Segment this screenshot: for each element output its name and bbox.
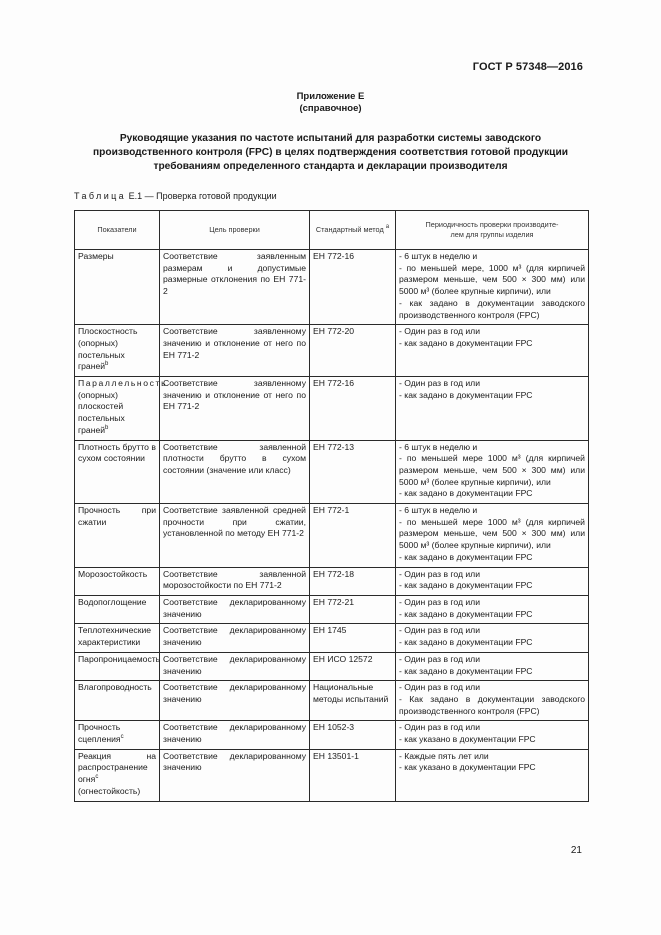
table-row (75, 504, 589, 568)
frequency-cell (396, 440, 589, 504)
indicator-cell (75, 681, 160, 721)
purpose-cell: Соответствие декларированному значению (160, 652, 310, 680)
indicator-text: Размеры (78, 251, 114, 261)
frequency-line: - как задано в документации FPC (399, 580, 533, 591)
column-header-method (310, 211, 396, 250)
indicator-cell (75, 652, 160, 680)
purpose-cell: Соответствие декларированному значению (160, 624, 310, 652)
frequency-line: - как задано в документации FPC (399, 488, 533, 499)
frequency-line: - Один раз в год или (399, 596, 480, 607)
indicator-cell (75, 721, 160, 749)
indicator-cell (75, 440, 160, 504)
method-cell: ЕН 772-16 (310, 250, 396, 325)
frequency-line: - Один раз в год или (399, 722, 480, 733)
frequency-cell (396, 250, 589, 325)
table-row (75, 567, 589, 595)
frequency-line: - как задано в документации FPC (399, 608, 533, 619)
table-caption-text: — Проверка готовой продукции (144, 191, 277, 201)
purpose-cell: Соответствие декларированному значению (160, 721, 310, 749)
heading-line: Руководящие указания по частоте испытаний для разработки системы заводского (119, 133, 542, 144)
column-header-purpose: Цель проверки (160, 211, 310, 250)
frequency-cell (396, 749, 589, 801)
table-caption (74, 191, 277, 201)
frequency-line: - Один раз в год или (399, 568, 480, 579)
table-row (75, 440, 589, 504)
table-row (75, 377, 589, 441)
indicator-cell (75, 250, 160, 325)
indicator-text: Морозостойкость (78, 568, 148, 579)
frequency-cell (396, 624, 589, 652)
frequency-cell (396, 721, 589, 749)
frequency-line: - 6 штук в неделю и (399, 441, 478, 452)
table-row (75, 652, 589, 680)
indicator-text: Плоскостность (опорных) постельных граней (78, 326, 138, 372)
indicator-cell (75, 325, 160, 377)
footnote-mark: c (95, 774, 99, 781)
appendix-subtitle: (справочное) (299, 103, 362, 114)
frequency-line: - как задано в документации заводского производственного контроля (FPC) (399, 297, 585, 320)
method-cell: ЕН 772-16 (310, 377, 396, 441)
frequency-line: - Один раз в год или (399, 326, 480, 337)
frequency-line: - как указано в документации FPC (399, 762, 536, 773)
frequency-line: - как задано в документации FPC (399, 389, 533, 400)
table-row (75, 681, 589, 721)
indicator-text: Прочность сцепления (78, 722, 121, 745)
indicator-text: Реакция на распространение огня (78, 750, 156, 785)
frequency-line: - по меньшей мере, 1000 м³ (для кирпичей размером меньше, чем 500 × 300 мм) или 5000 м³ (более крупные кирпичи), или (399, 262, 585, 297)
method-cell: ЕН ИСО 12572 (310, 652, 396, 680)
heading-line: требованиям определенного стандарта и декларации производителя (153, 161, 508, 172)
frequency-line: - как задано в документации FPC (399, 337, 533, 348)
frequency-line: - как задано в документации FPC (399, 637, 533, 648)
frequency-line: - Один раз в год или (399, 682, 480, 693)
table-row (75, 721, 589, 749)
frequency-line: - как задано в документации FPC (399, 551, 533, 562)
frequency-line: - Как задано в документации заводского производственного контроля (FPC) (399, 693, 585, 716)
indicator-cell (75, 749, 160, 801)
table-row (75, 624, 589, 652)
indicator-cell (75, 567, 160, 595)
purpose-cell: Соответствие заявленным размерам и допустимые размерные отклонения по ЕН 771-2 (160, 250, 310, 325)
column-header-indicators: Показатели (75, 211, 160, 250)
indicator-cell (75, 377, 168, 441)
method-cell: Национальные методы испытаний (310, 681, 396, 721)
column-header-frequency-line: лем для группы изделия (450, 230, 534, 239)
method-cell: ЕН 772-1 (310, 504, 396, 568)
frequency-line: - Каждые пять лет или (399, 750, 489, 761)
frequency-line: - 6 штук в неделю и (399, 251, 478, 261)
appendix-header (0, 91, 661, 115)
table-body (75, 250, 589, 802)
frequency-line: - как указано в документации FPC (399, 734, 536, 745)
frequency-line: - по меньшей мере 1000 м³ (для кирпичей размером меньше, чем 500 × 300 мм) или 5000 м³ (более крупные кирпичи), или (399, 453, 585, 487)
indicator-text: Теплотехнические характеристики (78, 625, 152, 648)
method-cell: ЕН 1745 (310, 624, 396, 652)
table-row (75, 250, 589, 325)
method-cell: ЕН 13501-1 (310, 749, 396, 801)
footnote-mark: a (385, 224, 390, 230)
column-header-method-label: Стандартный метод (315, 225, 384, 234)
method-cell: ЕН 772-21 (310, 595, 396, 623)
frequency-line: - 6 штук в неделю и (399, 505, 478, 516)
purpose-cell: Соответствие заявленному значению и отклонение от него по ЕН 771-2 (160, 325, 310, 377)
purpose-cell: Соответствие заявленному значению и отклонение от него по ЕН 771-2 (160, 377, 310, 441)
page-number: 21 (570, 845, 582, 856)
purpose-cell: Соответствие заявленной плотности брутто в сухом состоянии (значение или класс) (160, 440, 310, 504)
purpose-cell: Соответствие заявленной средней прочности при сжатии, установленной по методу ЕН 771-2 (160, 504, 310, 568)
frequency-cell (396, 567, 589, 595)
frequency-line: - Один раз в год или (399, 625, 480, 636)
column-header-frequency-line: Периодичность проверки производите- (425, 220, 559, 229)
indicator-cell (75, 504, 160, 568)
column-header-frequency (396, 211, 589, 250)
method-cell: ЕН 1052-3 (310, 721, 396, 749)
indicator-text: (опорных) плоскостей постельных граней (78, 389, 125, 435)
indicator-spaced-text: Параллельность (78, 378, 168, 389)
table-row (75, 749, 589, 801)
standard-number: ГОСТ Р 57348—2016 (472, 61, 583, 73)
indicator-text: Паропроницаемость (78, 653, 161, 664)
frequency-line: - Один раз в год или (399, 378, 480, 389)
purpose-cell: Соответствие заявленной морозостойкости по ЕН 771-2 (160, 567, 310, 595)
indicator-text: Водопоглощение (78, 596, 147, 607)
frequency-cell (396, 504, 589, 568)
table-caption-label: Таблица (74, 191, 127, 201)
frequency-line: - Один раз в год или (399, 653, 480, 664)
purpose-cell: Соответствие декларированному значению (160, 749, 310, 801)
indicator-text: Плотность брутто в сухом состоянии (78, 441, 156, 464)
footnote-mark: b (105, 424, 109, 431)
frequency-cell (396, 681, 589, 721)
appendix-title: Приложение Е (296, 91, 365, 102)
method-cell: ЕН 772-13 (310, 440, 396, 504)
method-cell: ЕН 772-20 (310, 325, 396, 377)
footnote-mark: b (105, 361, 109, 368)
indicator-cell (75, 624, 160, 652)
heading-line: производственного контроля (FPC) в целях подтверждения соответствия готовой продукции (93, 147, 568, 158)
purpose-cell: Соответствие декларированному значению (160, 595, 310, 623)
frequency-cell (396, 652, 589, 680)
indicator-text: Влагопроводность (78, 682, 152, 693)
table-caption-number: Е.1 (128, 191, 143, 201)
indicator-tail-text: (огнестойкость) (78, 785, 141, 796)
section-heading (72, 132, 589, 174)
table-header-row (75, 211, 589, 250)
indicator-cell (75, 595, 160, 623)
frequency-line: - по меньшей мере 1000 м³ (для кирпичей размером меньше, чем 500 × 300 мм) или 5000 м³ (более крупные кирпичи), или (399, 516, 585, 551)
frequency-cell (396, 377, 589, 441)
frequency-cell (396, 325, 589, 377)
footnote-mark: c (120, 734, 124, 741)
method-cell: ЕН 772-18 (310, 567, 396, 595)
product-check-table (74, 210, 589, 802)
table-row (75, 325, 589, 377)
indicator-text: Прочность при сжатии (78, 505, 156, 527)
table-row (75, 595, 589, 623)
frequency-cell (396, 595, 589, 623)
frequency-line: - как задано в документации FPC (399, 665, 533, 676)
purpose-cell: Соответствие декларированному значению (160, 681, 310, 721)
